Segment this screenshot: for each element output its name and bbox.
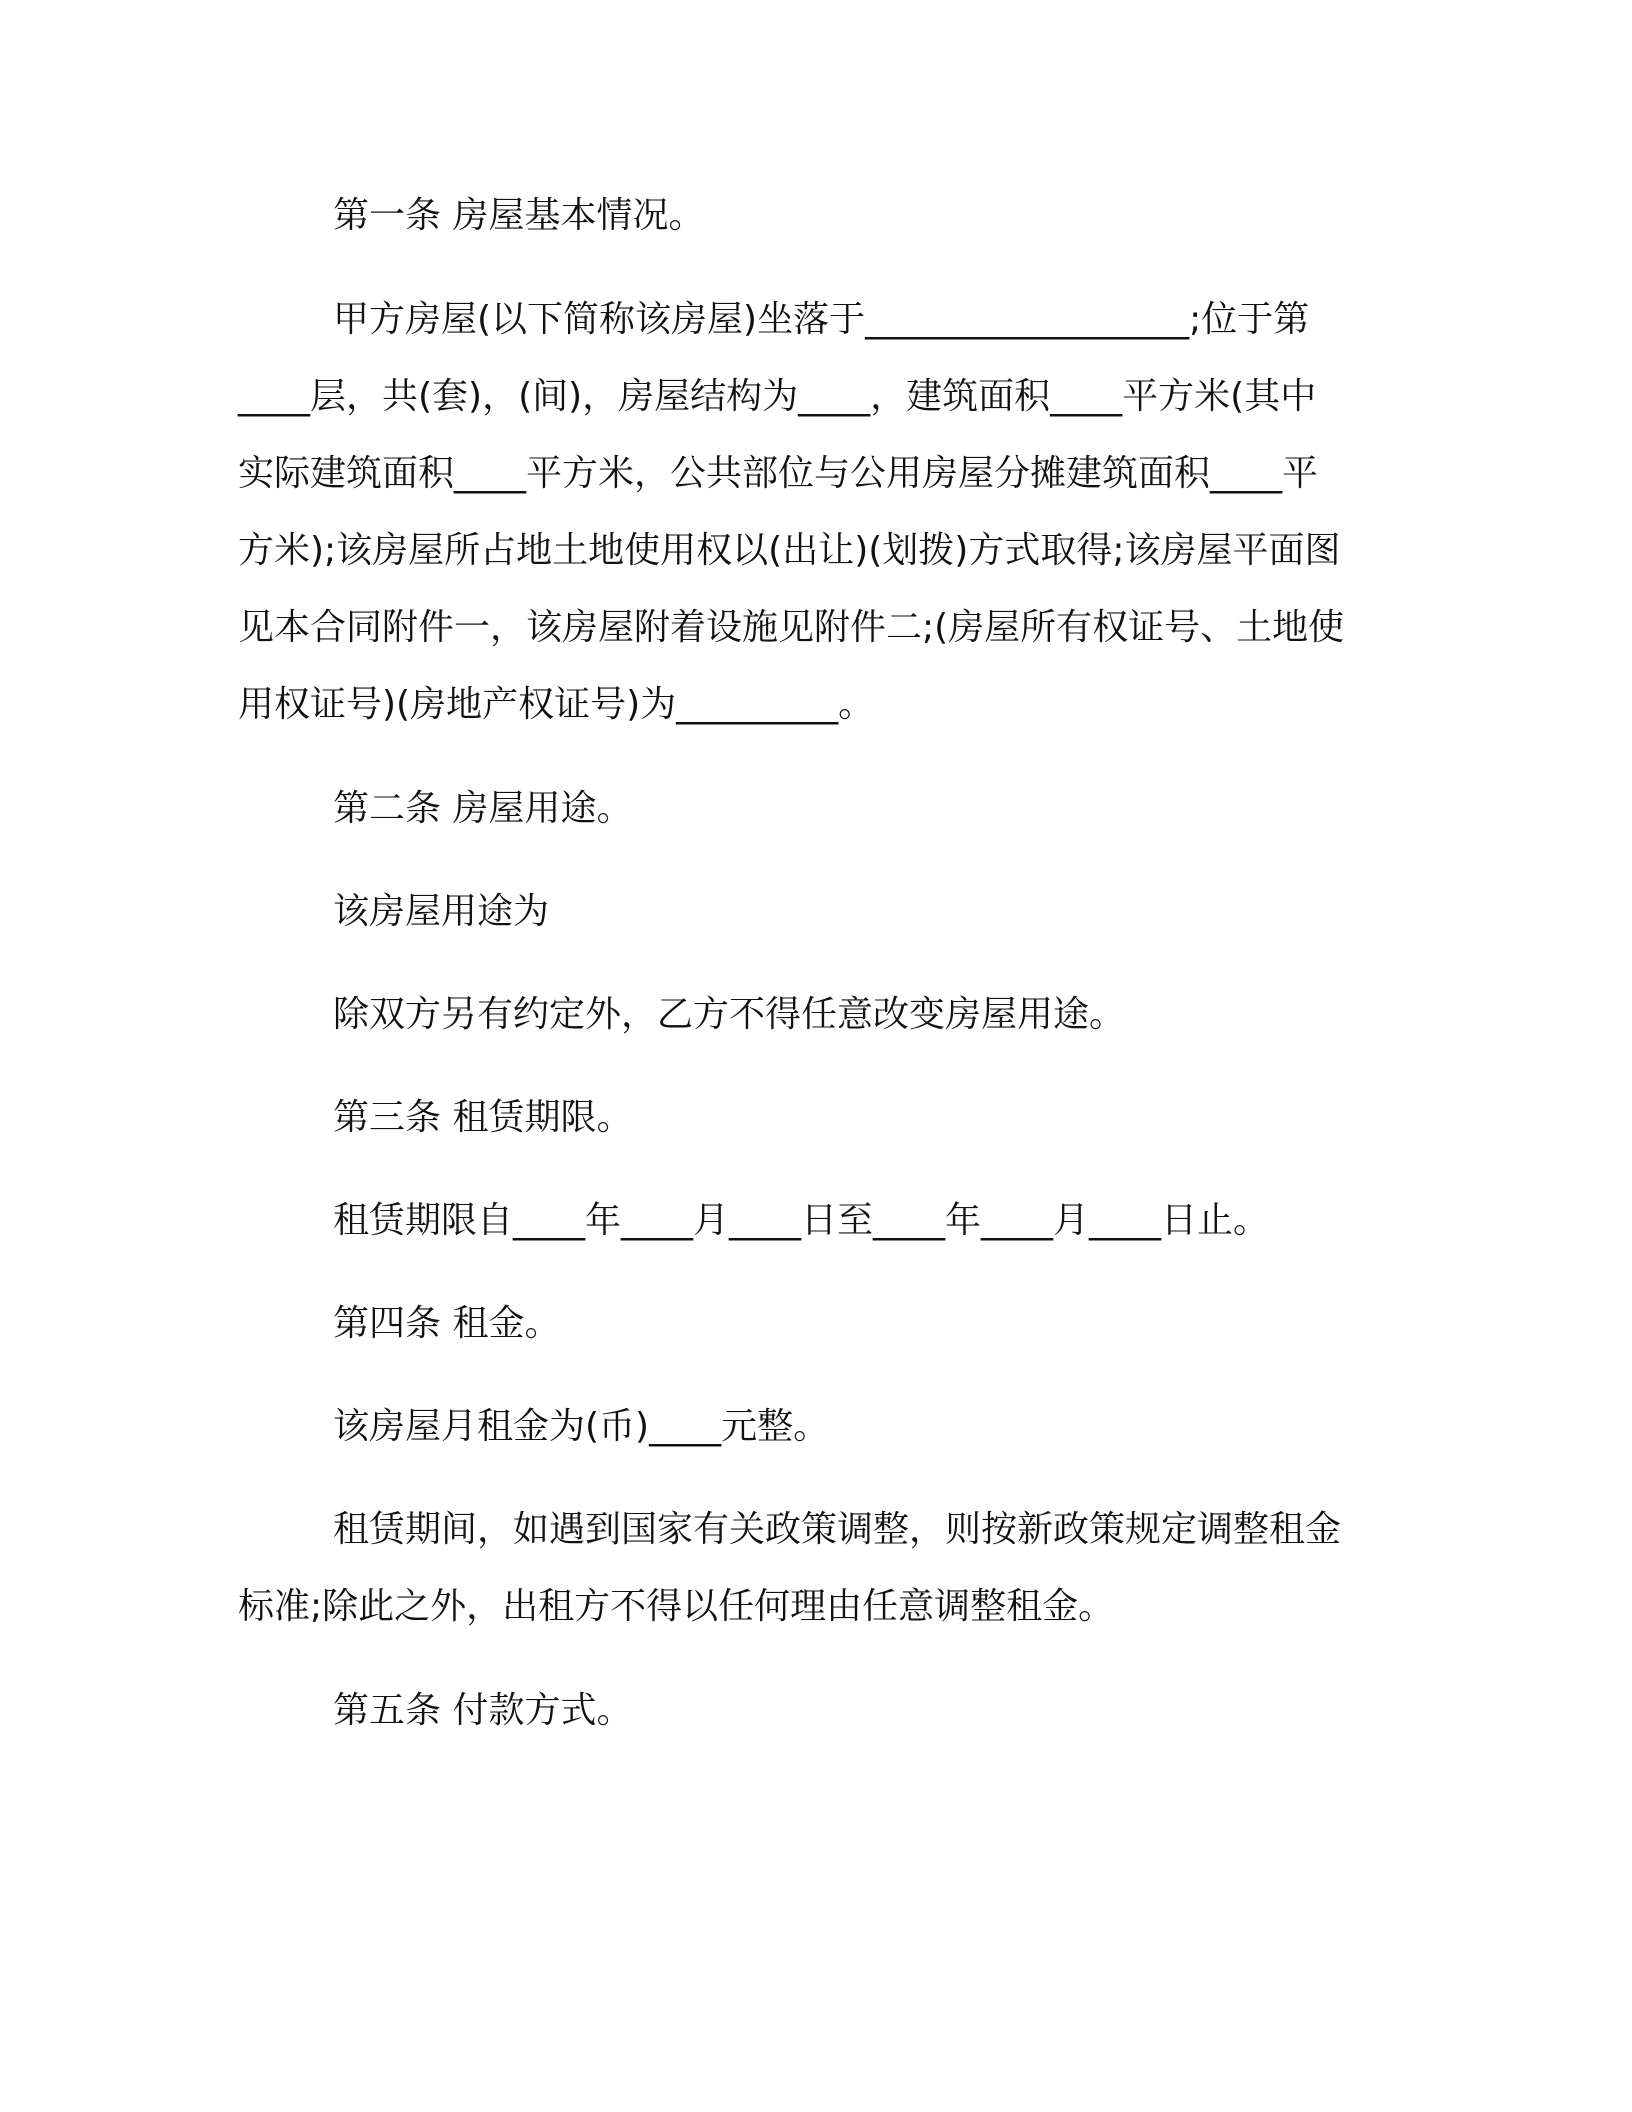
article-3-heading: 第三条 租赁期限。 (333, 1097, 633, 1138)
article-4-line-1: 该房屋月租金为(币)____元整。 (333, 1406, 830, 1447)
article-3-line-1: 租赁期限自____年____月____日至____年____月____日止。 (333, 1200, 1270, 1241)
article-1-line-6: 用权证号)(房地产权证号)为_________。 (238, 684, 875, 725)
article-4-heading: 第四条 租金。 (333, 1303, 561, 1344)
article-4-paragraph-line-1: 租赁期间，如遇到国家有关政策调整，则按新政策规定调整租金 (333, 1509, 1342, 1550)
article-2-line-1: 该房屋用途为 (333, 891, 550, 932)
article-5-heading: 第五条 付款方式。 (333, 1690, 633, 1731)
article-1-line-2: ____层，共(套)，(间)，房屋结构为____，建筑面积____平方米(其中 (238, 376, 1317, 417)
article-2-line-2: 除双方另有约定外，乙方不得任意改变房屋用途。 (333, 994, 1126, 1035)
article-2-heading: 第二条 房屋用途。 (333, 788, 633, 829)
article-1-heading: 第一条 房屋基本情况。 (333, 195, 705, 236)
article-1-line-1: 甲方房屋(以下简称该房屋)坐落于__________________;位于第 (333, 299, 1310, 340)
article-4-paragraph-line-2: 标准;除此之外，出租方不得以任何理由任意调整租金。 (238, 1586, 1115, 1627)
article-1-line-5: 见本合同附件一，该房屋附着设施见附件二;(房屋所有权证号、土地使 (238, 607, 1345, 648)
article-1-line-3: 实际建筑面积____平方米，公共部位与公用房屋分摊建筑面积____平 (238, 453, 1319, 494)
article-1-line-4: 方米);该房屋所占地土地使用权以(出让)(划拨)方式取得;该房屋平面图 (238, 530, 1341, 571)
